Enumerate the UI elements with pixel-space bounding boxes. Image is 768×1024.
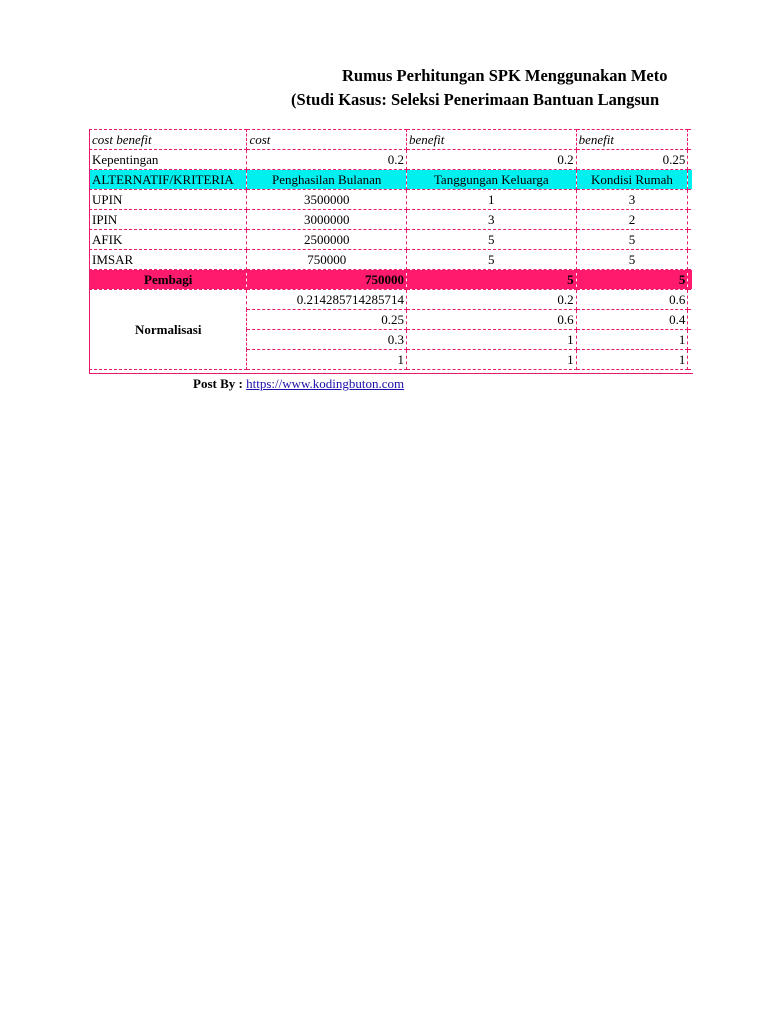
spreadsheet-table [89, 129, 692, 374]
alternative-row [90, 210, 693, 230]
empty-cell[interactable] [688, 210, 692, 230]
type-cell[interactable]: cost [247, 130, 406, 150]
header-cell[interactable]: Penghasilan Bulanan [247, 170, 406, 190]
alternative-name[interactable]: UPIN [90, 190, 247, 210]
normalization-label[interactable]: Normalisasi [90, 290, 247, 370]
weight-row [90, 150, 693, 170]
value-cell[interactable]: 3 [576, 190, 688, 210]
post-by-label: Post By : [193, 376, 243, 391]
empty-cell[interactable] [688, 310, 692, 330]
normalized-cell[interactable]: 1 [406, 350, 576, 370]
normalized-cell[interactable]: 0.214285714285714 [247, 290, 406, 310]
value-cell[interactable]: 3000000 [247, 210, 406, 230]
divider-row [90, 270, 693, 290]
title-block [0, 66, 692, 116]
normalized-cell[interactable]: 0.2 [406, 290, 576, 310]
normalized-cell[interactable]: 0.25 [247, 310, 406, 330]
value-cell[interactable]: 5 [576, 230, 688, 250]
value-cell[interactable]: 5 [406, 250, 576, 270]
divider-cell[interactable]: 5 [406, 270, 576, 290]
header-cell[interactable]: ALTERNATIF/KRITERIA [90, 170, 247, 190]
empty-cell[interactable] [688, 250, 692, 270]
empty-cell[interactable] [688, 350, 692, 370]
weight-cell[interactable]: 0.25 [576, 150, 688, 170]
normalized-cell[interactable]: 0.6 [406, 310, 576, 330]
weight-cell[interactable]: 0.2 [247, 150, 406, 170]
criteria-type-row [90, 130, 693, 150]
empty-cell[interactable] [688, 290, 692, 310]
divider-label[interactable]: Pembagi [90, 270, 247, 290]
normalized-cell[interactable]: 1 [406, 330, 576, 350]
normalization-row [90, 290, 693, 310]
type-cell[interactable]: benefit [576, 130, 688, 150]
header-row [90, 170, 693, 190]
normalized-cell[interactable]: 0.3 [247, 330, 406, 350]
normalized-cell[interactable]: 1 [576, 350, 688, 370]
value-cell[interactable]: 3500000 [247, 190, 406, 210]
value-cell[interactable]: 5 [576, 250, 688, 270]
value-cell[interactable]: 750000 [247, 250, 406, 270]
empty-cell[interactable] [688, 230, 692, 250]
empty-cell[interactable] [688, 330, 692, 350]
alternative-row [90, 190, 693, 210]
value-cell[interactable]: 5 [406, 230, 576, 250]
source-link[interactable]: https://www.kodingbuton.com [246, 376, 405, 391]
value-cell[interactable]: 3 [406, 210, 576, 230]
empty-cell[interactable] [688, 170, 692, 190]
alternative-row [90, 230, 693, 250]
empty-cell[interactable] [688, 190, 692, 210]
alternative-row [90, 250, 693, 270]
empty-cell[interactable] [688, 270, 692, 290]
weight-cell[interactable]: 0.2 [406, 150, 576, 170]
header-cell[interactable]: Tanggungan Keluarga [406, 170, 576, 190]
divider-cell[interactable]: 5 [576, 270, 688, 290]
alternative-name[interactable]: AFIK [90, 230, 247, 250]
weight-label[interactable]: Kepentingan [90, 150, 247, 170]
title-line-2: (Studi Kasus: Seleksi Penerimaan Bantuan Langsun [291, 90, 660, 109]
divider-cell[interactable]: 750000 [247, 270, 406, 290]
empty-cell[interactable] [688, 130, 692, 150]
normalized-cell[interactable]: 0.4 [576, 310, 688, 330]
type-cell[interactable]: cost benefit [90, 130, 247, 150]
alternative-name[interactable]: IPIN [90, 210, 247, 230]
alternative-name[interactable]: IMSAR [90, 250, 247, 270]
normalized-cell[interactable]: 1 [576, 330, 688, 350]
value-cell[interactable]: 2500000 [247, 230, 406, 250]
post-by-footer [193, 376, 404, 392]
title-line-1: Rumus Perhitungan SPK Menggunakan Meto [342, 66, 668, 85]
header-cell[interactable]: Kondisi Rumah [576, 170, 688, 190]
normalized-cell[interactable]: 0.6 [576, 290, 688, 310]
normalized-cell[interactable]: 1 [247, 350, 406, 370]
value-cell[interactable]: 1 [406, 190, 576, 210]
type-cell[interactable]: benefit [406, 130, 576, 150]
value-cell[interactable]: 2 [576, 210, 688, 230]
empty-cell[interactable] [688, 150, 692, 170]
